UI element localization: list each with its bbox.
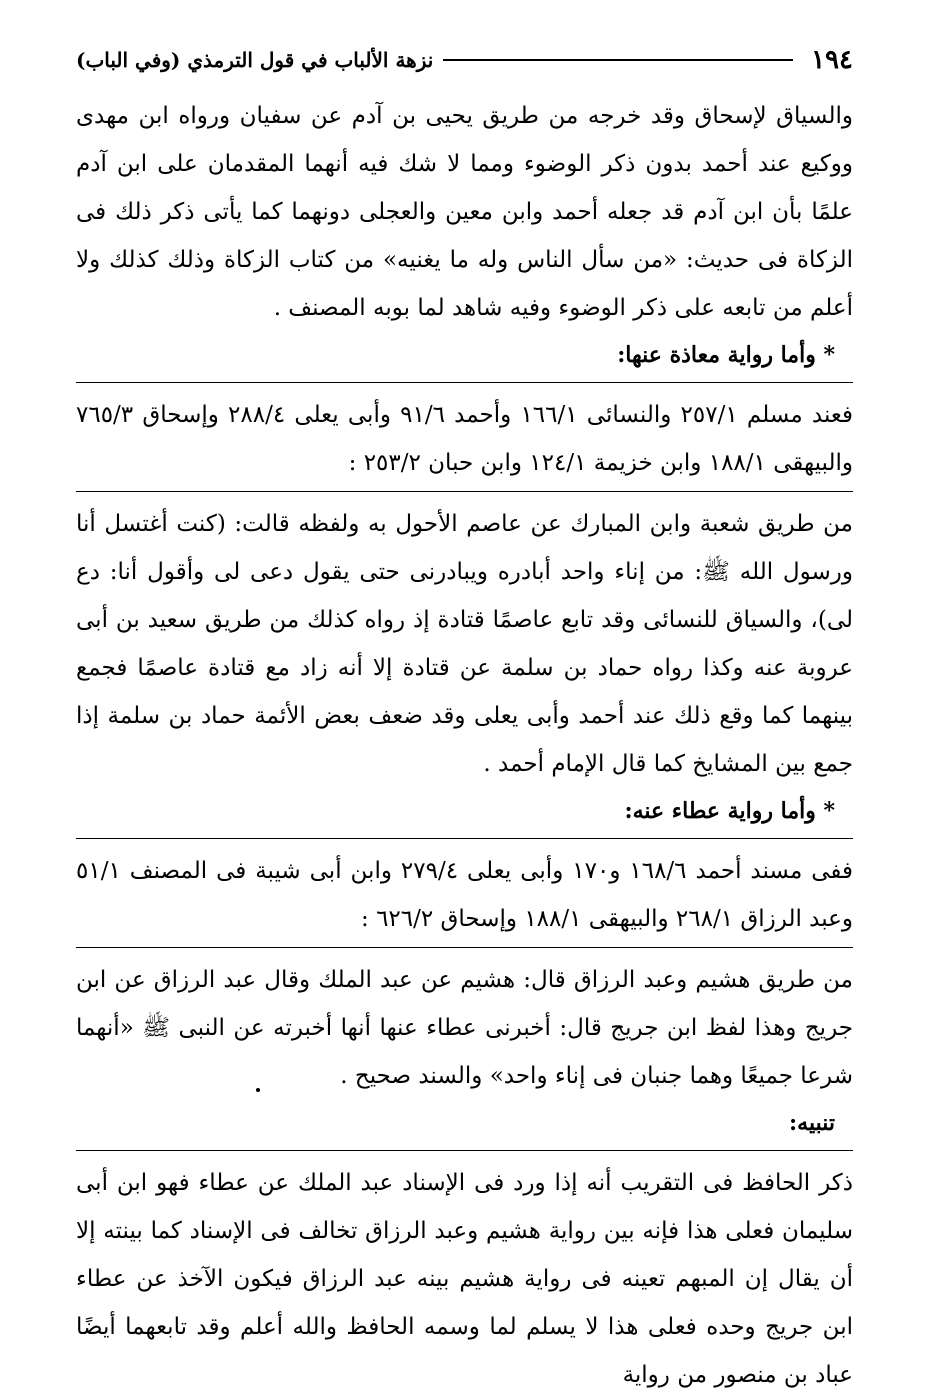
print-speck: [256, 1088, 260, 1092]
section-heading-ata: * وأما رواية عطاء عنه:: [624, 798, 835, 824]
header-rule: [443, 59, 793, 61]
section-divider: [76, 947, 853, 948]
paragraph-4: ففى مسند أحمد ١٦٨/٦ و١٧٠ وأبى يعلى ٢٧٩/٤ وابن أبى شيبة فى المصنف ٥١/١ وعبد الرزاق ٢٦٨/١ والبيهقى ١٨٨/١ وإسحاق ٦٢٦/٢ :: [76, 858, 854, 932]
paragraph-2: فعند مسلم ٢٥٧/١ والنسائى ١٦٦/١ وأحمد ٩١/٦ وأبى يعلى ٢٨٨/٤ وإسحاق ٧٦٥/٣ والبيهقى ١٨٨/١ وابن خزيمة ١٢٤/١ وابن حبان ٢٥٣/٢ :: [76, 402, 853, 476]
section-divider: [76, 491, 853, 492]
paragraph-5: من طريق هشيم وعبد الرزاق قال: هشيم عن عبد الملك وقال عبد الرزاق عن ابن جريج وهذا لفظ ابن جريج قال: أخبرنى عطاء عنها أنها أخبرته عن النبى ﷺ «أنهما شرعا جميعًا وهما جنبان فى إناء واحد» والسند صحيح .: [76, 967, 854, 1089]
page-number: ١٩٤: [811, 45, 853, 75]
section-heading-muadha: * وأما رواية معاذة عنها:: [617, 342, 835, 368]
paragraph-3: من طريق شعبة وابن المبارك عن عاصم الأحول به ولفظه قالت: (كنت أغتسل أنا ورسول الله ﷺ: من إناء واحد أبادره ويبادرنى حتى يقول دعى لى وأقول أنا: دع لى)، والسياق للنسائى وقد تابع عاصمًا قتادة إذ رواه كذلك من طريق سعيد بن أبى عروبة عنه وكذا رواه حماد بن سلمة عن قتادة إلا أنه زاد مع قتادة عاصمًا فجمع بينهما كما وقع ذلك عند أحمد وأبى يعلى وقد ضعف بعض الأئمة حماد بن سلمة إذا جمع بين المشايخ كما قال الإمام أحمد .: [76, 511, 853, 777]
running-title: نزهة الألباب في قول الترمذي (وفي الباب): [76, 48, 434, 72]
section-divider: [76, 1150, 853, 1151]
running-header: [76, 38, 853, 82]
paragraph-1: والسياق لإسحاق وقد خرجه من طريق يحيى بن آدم عن سفيان ورواه ابن مهدى ووكيع عند أحمد بدون ذكر الوضوء ومما لا شك فيه أنهما المقدمان على ابن آدم علمًا بأن ابن آدم قد جعله أحمد وابن معين والعجلى دونهما كما يأتى ذكر ذلك فى الزكاة فى حديث: «من سأل الناس وله ما يغنيه» من كتاب الزكاة وذلك كذلك ولا أعلم من تابعه على ذكر الوضوء وفيه شاهد لما بوبه المصنف .: [76, 103, 853, 321]
section-divider: [76, 382, 853, 383]
paragraph-6: ذكر الحافظ فى التقريب أنه إذا ورد فى الإسناد عبد الملك عن عطاء فهو ابن أبى سليمان فعلى هذا فإنه بين رواية هشيم وعبد الرزاق تخالف فى الإسناد كما بينته إلا أن يقال إن المبهم تعينه فى رواية هشيم بينه عبد الرزاق فيكون الآخذ عن عطاء ابن جريج وحده فعلى هذا لا يسلم لما وسمه الحافظ والله أعلم وقد تابعهما أيضًا عباد بن منصور من رواية: [76, 1170, 853, 1388]
section-heading-note: تنبيه:: [789, 1110, 835, 1136]
section-divider: [76, 838, 853, 839]
